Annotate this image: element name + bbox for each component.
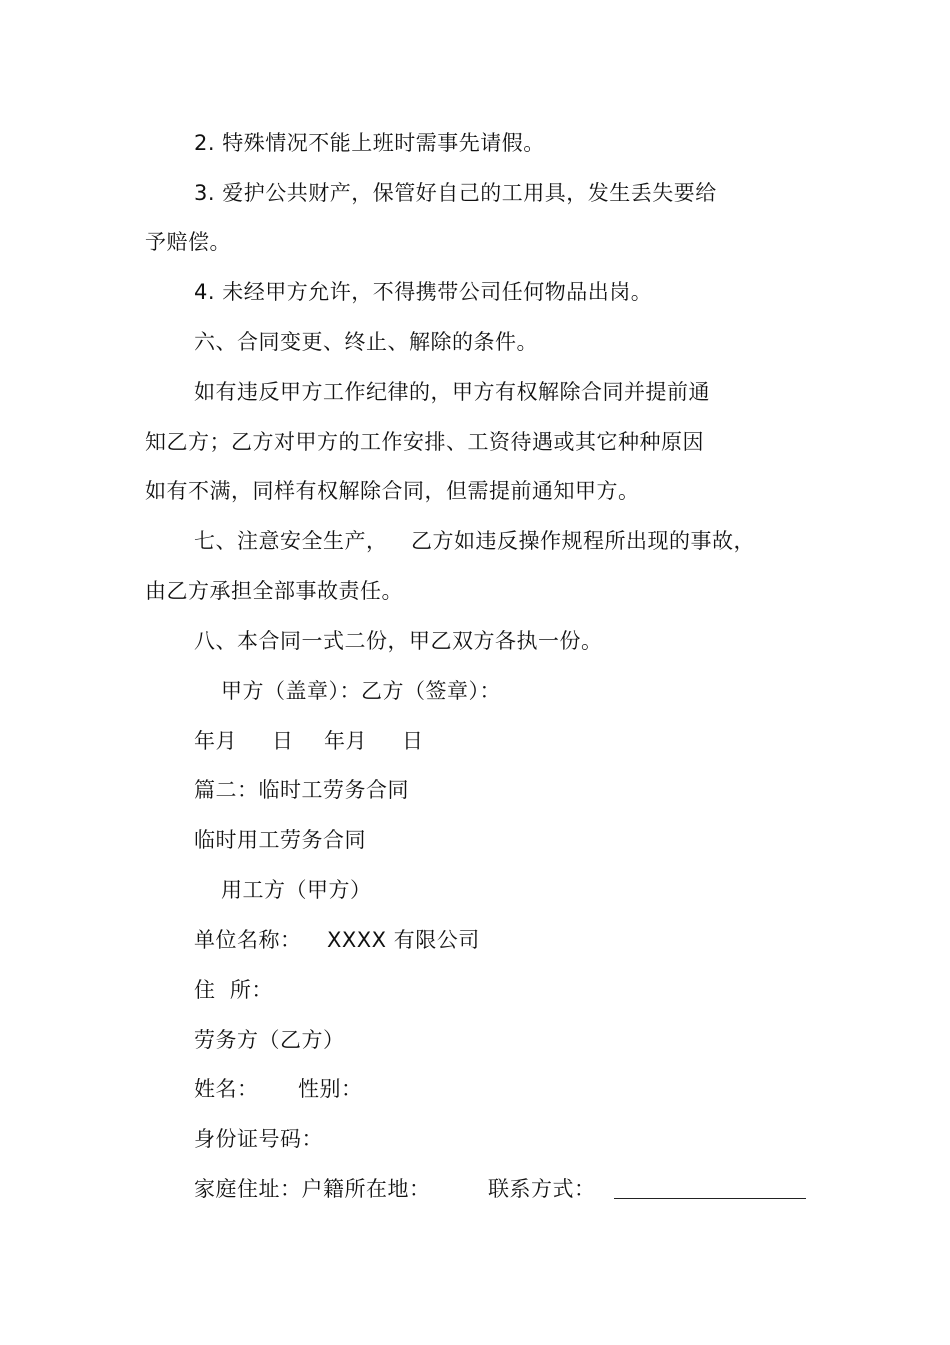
id-number-label: 身份证号码：	[194, 1127, 323, 1151]
contract-title: 临时用工劳务合同	[194, 828, 366, 852]
company-name-value: XXXX 有限公司	[327, 928, 480, 952]
section-6-heading: 六、合同变更、终止、解除的条件。	[194, 330, 538, 354]
employer-heading: 用工方（甲方）	[221, 878, 372, 902]
date-party-b-year-month: 年月	[324, 729, 367, 753]
clause-item-3-line2: 予赔偿。	[145, 230, 231, 254]
signature-line: 甲方（盖章）：乙方（签章）：	[221, 679, 501, 703]
section-7-text-line1: 乙方如违反操作规程所出现的事故，	[411, 529, 755, 553]
section-7-heading: 七、注意安全生产，	[194, 529, 388, 553]
section-6-text-line3: 如有不满，同样有权解除合同，但需提前通知甲方。	[145, 479, 640, 503]
company-name-label: 单位名称：	[194, 928, 302, 952]
section-6-text-line1: 如有违反甲方工作纪律的，甲方有权解除合同并提前通	[194, 380, 710, 404]
clause-item-3-line1: 3. 爱护公共财产，保管好自己的工用具，发生丢失要给	[194, 181, 717, 205]
section-6-text-line2: 知乙方；乙方对甲方的工作安排、工资待遇或其它种种原因	[145, 430, 704, 454]
date-party-b-day: 日	[402, 729, 424, 753]
gender-label: 性别：	[298, 1077, 363, 1101]
section-7-text-line2: 由乙方承担全部事故责任。	[145, 579, 403, 603]
contact-label: 联系方式：	[488, 1177, 596, 1201]
contact-blank-line	[614, 1198, 806, 1199]
address-label: 住 所：	[194, 978, 273, 1002]
section-8-text: 八、本合同一式二份，甲乙双方各执一份。	[194, 629, 603, 653]
name-label: 姓名：	[194, 1077, 259, 1101]
home-address-label: 家庭住址：户籍所在地：	[194, 1177, 431, 1201]
worker-heading: 劳务方（乙方）	[194, 1028, 345, 1052]
clause-item-2: 2. 特殊情况不能上班时需事先请假。	[194, 131, 545, 155]
chapter-2-title: 篇二：临时工劳务合同	[194, 778, 409, 802]
date-party-a-year-month: 年月	[194, 729, 237, 753]
date-party-a-day: 日	[272, 729, 294, 753]
clause-item-4: 4. 未经甲方允许，不得携带公司任何物品出岗。	[194, 280, 653, 304]
